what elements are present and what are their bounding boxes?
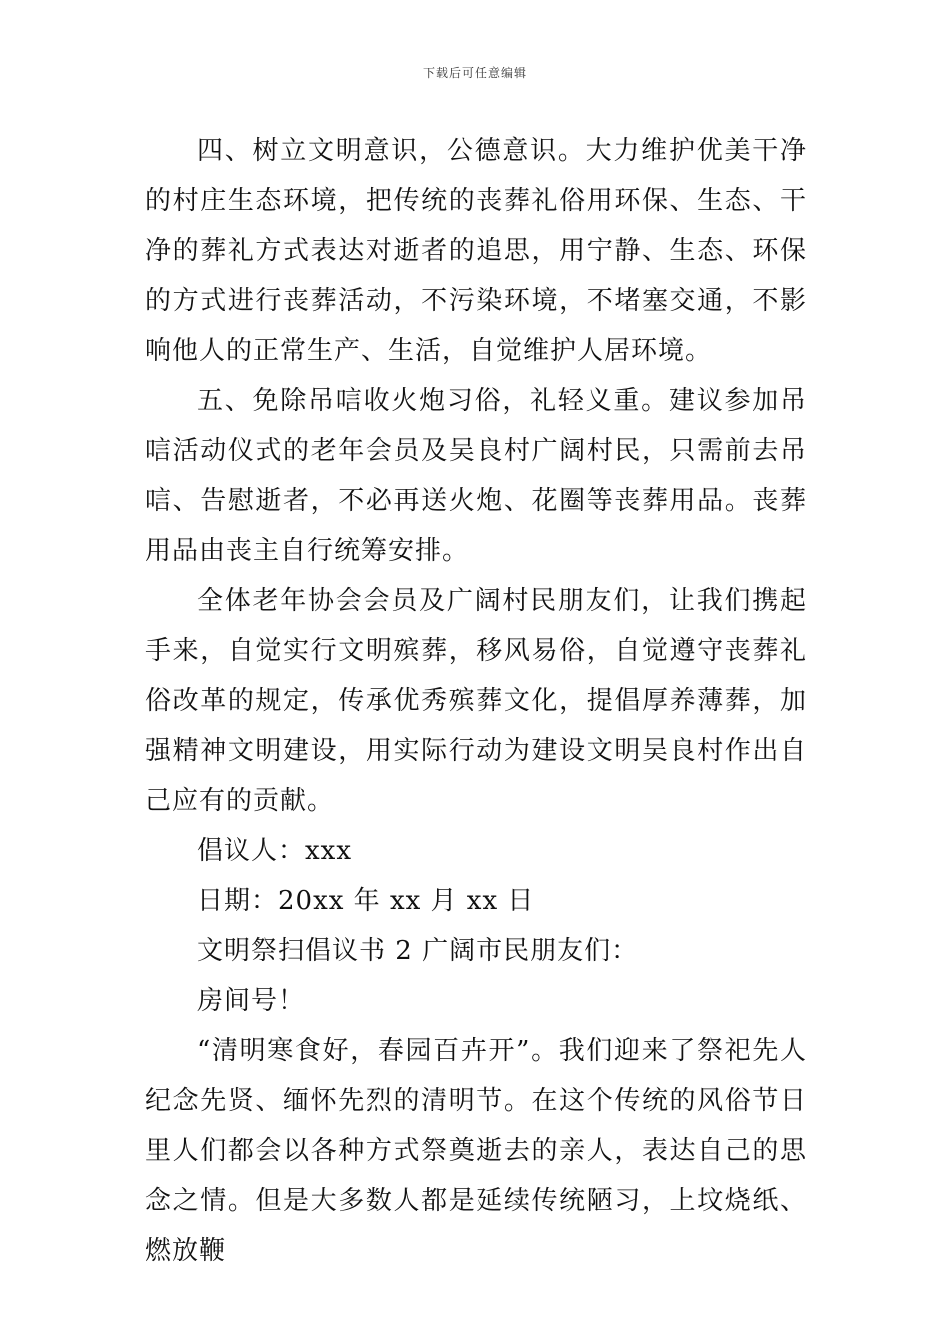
page-header: 下载后可任意编辑 bbox=[422, 66, 527, 80]
paragraph-section-four: 四、树立文明意识，公德意识。大力维护优美干净的村庄生态环境，把传统的丧葬礼俗用环保、生态、干净的葬礼方式表达对逝者的追思，用宁静、生态、环保的方式进行丧葬活动，不污染环境，不堵塞交通，不影响他人的正常生产、生活，自觉维护人居环境。 bbox=[145, 136, 807, 366]
initiator-line: 倡议人：xxx bbox=[197, 836, 352, 866]
second-proposal-heading: 文明祭扫倡议书 2 广阔市民朋友们： bbox=[197, 936, 639, 966]
greeting-line: 房间号！ bbox=[197, 986, 306, 1016]
paragraph-section-five: 五、免除吊唁收火炮习俗，礼轻义重。建议参加吊唁活动仪式的老年会员及吴良村广阔村民，只需前去吊唁、告慰逝者，不必再送火炮、花圈等丧葬用品。丧葬用品由丧主自行统筹安排。 bbox=[145, 386, 807, 566]
paragraph-appeal: 全体老年协会会员及广阔村民朋友们，让我们携起手来，自觉实行文明殡葬，移风易俗，自觉遵守丧葬礼俗改革的规定，传承优秀殡葬文化，提倡厚养薄葬，加强精神文明建设，用实际行动为建设文明吴良村作出自己应有的贡献。 bbox=[145, 586, 807, 816]
document-body bbox=[145, 126, 807, 1276]
paragraph-qingming: “清明寒食好，春园百卉开”。我们迎来了祭祀先人纪念先贤、缅怀先烈的清明节。在这个传统的风俗节日里人们都会以各种方式祭奠逝去的亲人，表达自己的思念之情。但是大多数人都是延续传统陋习，上坟烧纸、燃放鞭 bbox=[145, 1036, 807, 1266]
date-line: 日期：20xx 年 xx 月 xx 日 bbox=[197, 886, 535, 916]
